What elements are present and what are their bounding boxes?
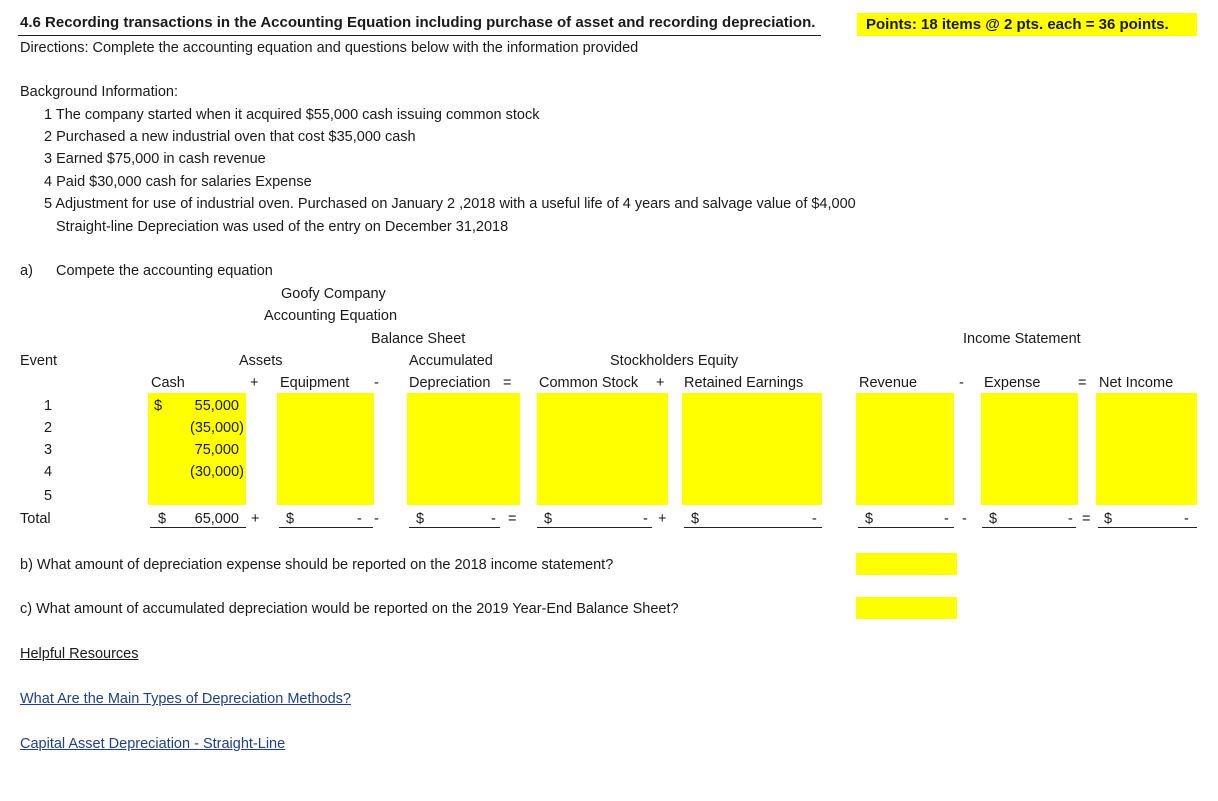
accumulated-depreciation-input-column[interactable]	[407, 393, 520, 505]
op-minus: -	[374, 375, 379, 391]
title-underline	[18, 35, 821, 36]
event-number: 3	[44, 442, 53, 458]
op-minus: -	[962, 511, 967, 527]
equipment-input-column[interactable]	[277, 393, 374, 505]
cash-value: (30,000)	[189, 464, 244, 480]
retained-earnings-input-column[interactable]	[682, 393, 822, 505]
answer-b-input[interactable]	[856, 553, 957, 575]
total-dollar: $	[158, 511, 167, 527]
col-revenue: Revenue	[859, 375, 918, 391]
stockholders-equity-header: Stockholders Equity	[610, 353, 739, 369]
total-underline	[409, 527, 500, 528]
cash-dollar-sign: $	[154, 398, 163, 414]
item-number: 3	[44, 151, 53, 167]
background-item-3	[44, 150, 266, 168]
background-item-5	[44, 195, 856, 213]
total-dollar: $	[544, 511, 553, 527]
company-name: Goofy Company	[281, 286, 386, 302]
total-dollar: $	[416, 511, 425, 527]
background-heading: Background Information:	[20, 84, 178, 100]
item-text: Adjustment for use of industrial oven. Purchased on January 2 ,2018 with a useful life of 4 years and salvage value of $4,000	[55, 196, 856, 212]
total-equipment-dash: -	[357, 511, 362, 527]
equation-title: Accounting Equation	[264, 308, 398, 324]
event-number: 1	[44, 398, 53, 414]
total-depreciation-dash: -	[491, 511, 496, 527]
directions-text: Directions: Complete the accounting equation and questions below with the information provided	[20, 40, 639, 56]
col-common-stock: Common Stock	[539, 375, 639, 391]
part-a-label: a)	[20, 263, 33, 279]
col-expense: Expense	[984, 375, 1041, 391]
item-text: Paid $30,000 cash for salaries Expense	[56, 174, 312, 190]
background-item-1	[44, 106, 539, 124]
total-label: Total	[20, 511, 51, 527]
op-minus: -	[959, 375, 964, 391]
expense-input-column[interactable]	[981, 393, 1078, 505]
col-equipment: Equipment	[280, 375, 350, 391]
total-common-stock-dash: -	[643, 511, 648, 527]
col-cash: Cash	[151, 375, 185, 391]
total-underline	[684, 527, 822, 528]
item-number: 2	[44, 129, 53, 145]
total-dollar: $	[865, 511, 874, 527]
cash-value: 75,000	[194, 442, 239, 458]
total-underline	[982, 527, 1076, 528]
balance-sheet-header: Balance Sheet	[371, 331, 466, 347]
item-number: 1	[44, 107, 53, 123]
total-dollar: $	[1104, 511, 1113, 527]
item-number: 5	[44, 196, 53, 212]
op-equals: =	[503, 375, 512, 391]
op-plus: +	[656, 375, 665, 391]
cash-value: 55,000	[194, 398, 239, 414]
op-plus: +	[658, 511, 667, 527]
total-net-income-dash: -	[1184, 511, 1189, 527]
total-underline	[279, 527, 373, 528]
col-net-income: Net Income	[1099, 375, 1174, 391]
page-title: 4.6 Recording transactions in the Accounting Equation including purchase of asset and recording depreciation.	[20, 14, 816, 31]
op-plus: +	[250, 375, 259, 391]
item-number: 4	[44, 174, 53, 190]
item-text: Earned $75,000 in cash revenue	[56, 151, 266, 167]
event-number: 5	[44, 488, 53, 504]
op-equals: =	[508, 511, 517, 527]
total-dollar: $	[691, 511, 700, 527]
revenue-input-column[interactable]	[856, 393, 954, 505]
question-b: b) What amount of depreciation expense should be reported on the 2018 income statement?	[20, 557, 614, 573]
depreciation-methods-link[interactable]: What Are the Main Types of Depreciation Methods?	[20, 691, 351, 707]
background-item-4	[44, 173, 312, 191]
col-retained-earnings: Retained Earnings	[684, 375, 804, 391]
common-stock-input-column[interactable]	[537, 393, 668, 505]
op-plus: +	[251, 511, 260, 527]
points-badge: Points: 18 items @ 2 pts. each = 36 points.	[857, 13, 1197, 36]
op-minus: -	[374, 511, 379, 527]
event-header: Event	[20, 353, 58, 369]
item-text: The company started when it acquired $55,000 cash issuing common stock	[55, 107, 540, 123]
col-depreciation: Depreciation	[409, 375, 491, 391]
straight-line-depreciation-link[interactable]: Capital Asset Depreciation - Straight-Line	[20, 736, 286, 752]
total-underline	[537, 527, 652, 528]
accumulated-header: Accumulated	[409, 353, 493, 369]
cash-value: (35,000)	[189, 420, 244, 436]
total-expense-dash: -	[1068, 511, 1073, 527]
answer-c-input[interactable]	[856, 597, 957, 619]
total-underline	[858, 527, 954, 528]
total-dollar: $	[989, 511, 998, 527]
background-item-2	[44, 128, 416, 146]
total-underline	[150, 527, 246, 528]
helpful-resources-heading: Helpful Resources	[20, 646, 139, 662]
total-cash: 65,000	[194, 511, 239, 527]
event-number: 2	[44, 420, 53, 436]
income-statement-header: Income Statement	[963, 331, 1081, 347]
event-number: 4	[44, 464, 53, 480]
net-income-input-column[interactable]	[1096, 393, 1197, 505]
op-equals: =	[1082, 511, 1091, 527]
background-item-5-continued: Straight-line Depreciation was used of the entry on December 31,2018	[56, 219, 509, 235]
item-text: Purchased a new industrial oven that cost $35,000 cash	[56, 129, 416, 145]
total-revenue-dash: -	[944, 511, 949, 527]
part-a-instruction: Compete the accounting equation	[56, 263, 273, 279]
total-underline	[1098, 527, 1197, 528]
total-dollar: $	[286, 511, 295, 527]
total-retained-dash: -	[812, 511, 817, 527]
assets-header: Assets	[239, 353, 283, 369]
op-equals: =	[1078, 375, 1087, 391]
question-c: c) What amount of accumulated depreciation would be reported on the 2019 Year-End Balance Sheet?	[20, 601, 679, 617]
